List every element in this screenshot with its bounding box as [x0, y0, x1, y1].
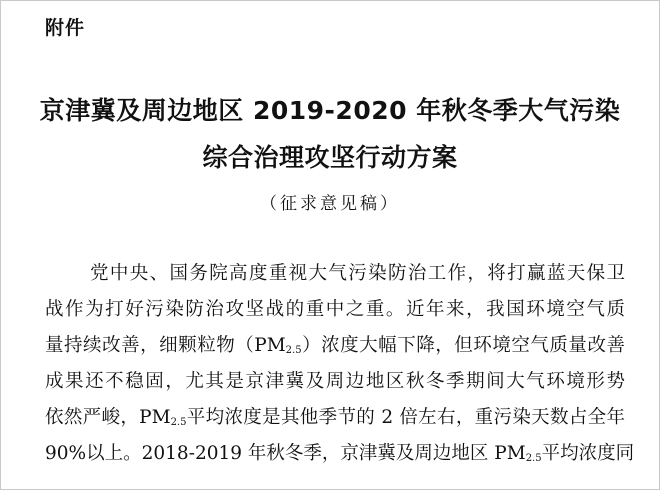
- paragraph-line-2: 战作为打好污染防治攻坚战的重中之重。近年来，我国环境空气质: [45, 299, 625, 320]
- pm-subscript: 2.5: [285, 345, 302, 356]
- document-title-line-1: 京津冀及周边地区 2019-2020 年秋冬季大气污染: [39, 96, 621, 125]
- attachment-label: 附件: [45, 17, 86, 39]
- paragraph-line-5: 依然严峻，$PM_{2.5}$平均浓度是其他季节的 2 倍左右，重污染天数占全年: [45, 407, 625, 428]
- paragraph-line-4: 成果还不稳固，尤其是京津冀及周边地区秋冬季期间大气环境形势: [45, 371, 625, 392]
- pm-subscript: 2.5: [170, 417, 187, 428]
- document-title-line-2: 综合治理攻坚行动方案: [202, 143, 458, 172]
- pm-subscript: 2.5: [525, 453, 542, 464]
- paragraph-line-1: 党中央、国务院高度重视大气污染防治工作，将打赢蓝天保卫: [90, 263, 625, 284]
- paragraph-line-3: 量持续改善，细颗粒物$(PM_{2.5})$浓度大幅下降，但环境空气质量改善: [45, 335, 625, 356]
- document-subtitle: （征求意见稿）: [260, 194, 400, 214]
- paragraph-line-6: 90%以上。2018-2019 年秋冬季，京津冀及周边地区 $PM_{2.5}$平均浓度同: [45, 443, 635, 464]
